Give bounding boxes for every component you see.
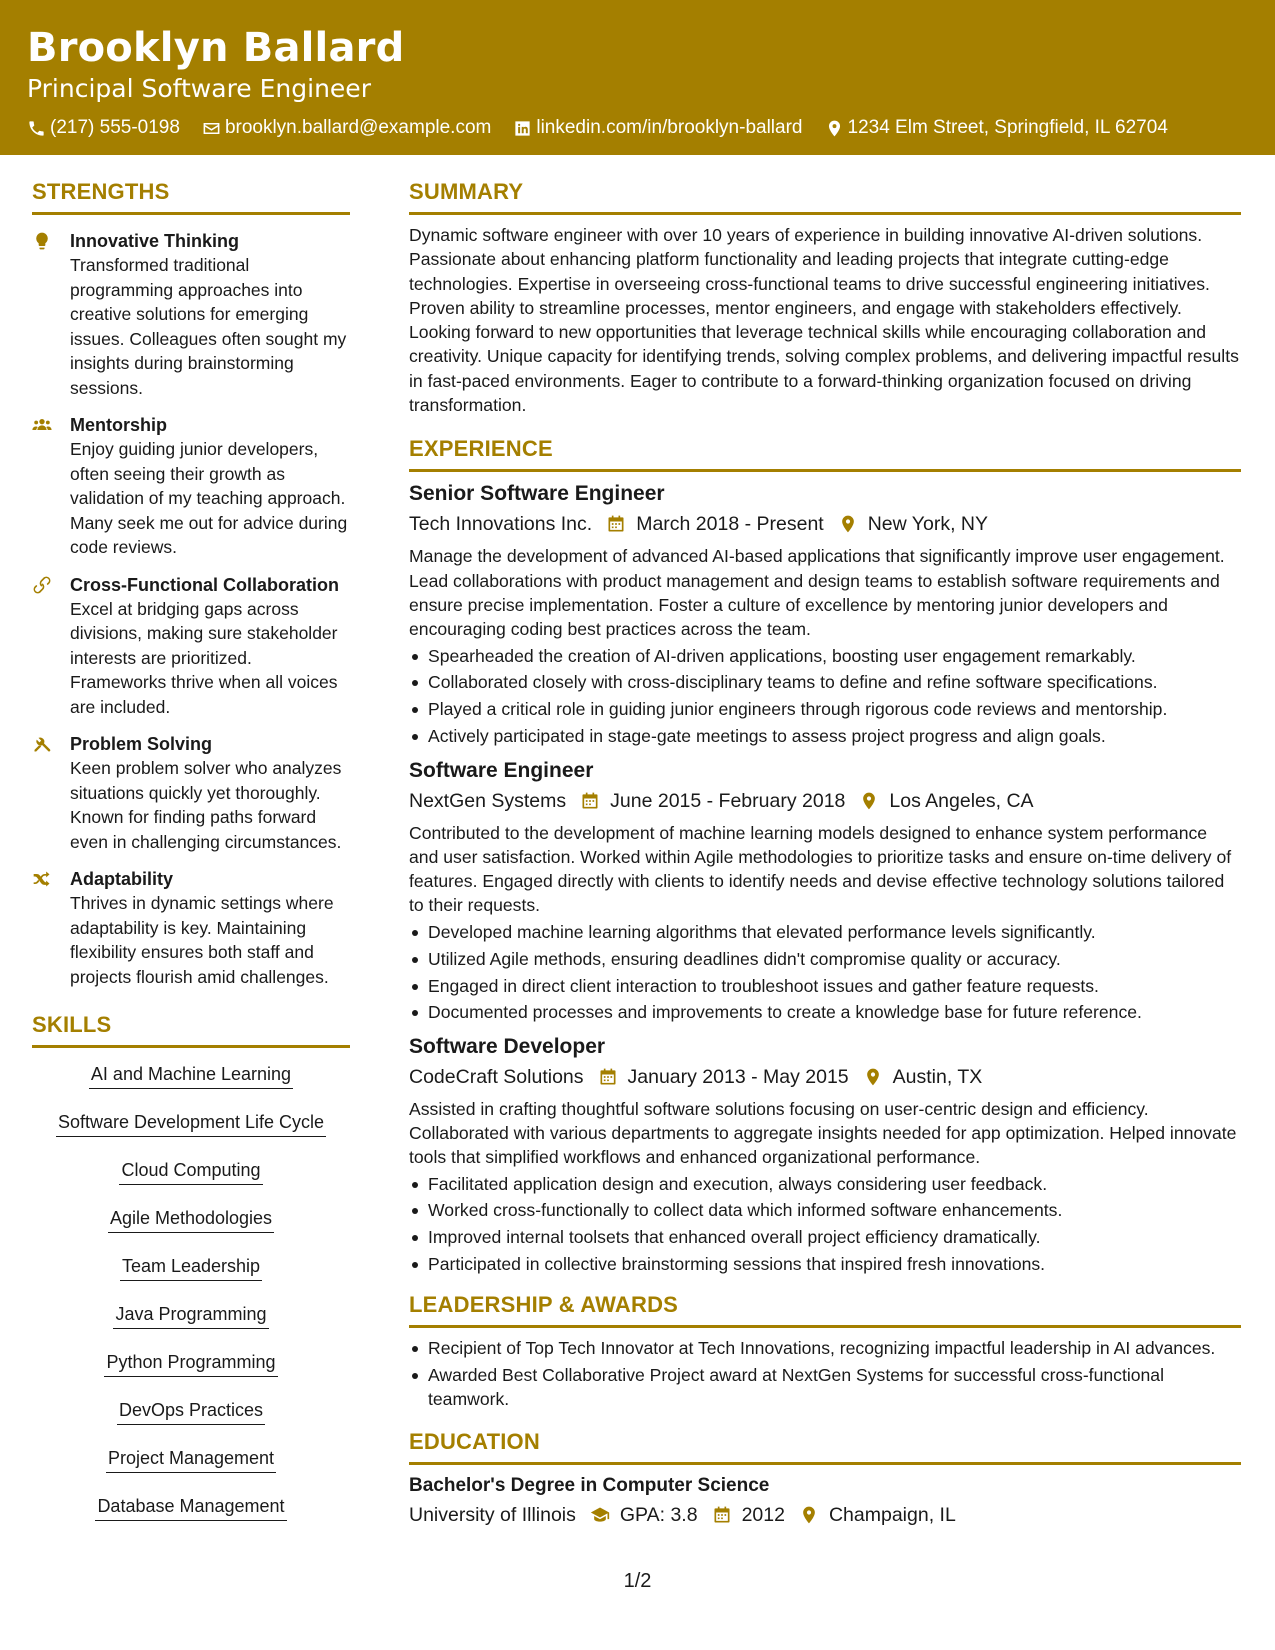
contact-bar <box>27 115 1248 141</box>
address-text: 1234 Elm Street, Springfield, IL 62704 <box>847 117 1168 138</box>
job-entry <box>409 480 1241 748</box>
lightbulb-icon <box>32 231 52 251</box>
graduation-cap-icon <box>590 1505 610 1525</box>
skill-item: Java Programming <box>32 1302 350 1329</box>
job-description: Contributed to the development of machine learning models designed to enhance system performance and user satisfaction. Worked within Agile methodologies to prioritize tasks and ensure on-time delivery of features. Engaged directly with clients to identify needs and devise effective technology solutions tailored to their requests. <box>409 822 1232 916</box>
envelope-icon <box>202 119 221 138</box>
skill-item: Python Programming <box>32 1350 350 1377</box>
strength-item <box>32 732 350 854</box>
contact-email[interactable] <box>202 115 491 141</box>
job-meta <box>409 510 1241 538</box>
job-bullet: Actively participated in stage-gate meetings to assess project progress and align goals. <box>409 724 1241 748</box>
shuffle-icon <box>32 869 52 889</box>
job-location: Austin, TX <box>892 1065 983 1088</box>
strengths-heading: STRENGTHS <box>32 178 350 215</box>
map-pin-icon <box>859 791 879 811</box>
company-name: Tech Innovations Inc. <box>409 513 593 536</box>
strength-description: Enjoy guiding junior developers, often seeing their growth as validation of my teaching approach. Many seek me out for advice during code reviews. <box>70 439 348 557</box>
map-pin-icon <box>825 119 844 138</box>
award-item: Recipient of Top Tech Innovator at Tech Innovations, recognizing impactful leadership in AI advances. <box>409 1336 1241 1360</box>
phone-icon <box>27 119 46 138</box>
strength-item <box>32 413 350 560</box>
job-bullet: Worked cross-functionally to collect data which informed software enhancements. <box>409 1198 1241 1222</box>
candidate-title: Principal Software Engineer <box>27 74 371 103</box>
strength-description: Keen problem solver who analyzes situations quickly yet thoroughly. Known for finding paths forward even in challenging circumstances. <box>70 758 342 852</box>
skill-item: AI and Machine Learning <box>32 1062 350 1089</box>
strength-name: Innovative Thinking <box>70 231 240 251</box>
users-icon <box>32 415 52 435</box>
job-dates: June 2015 - February 2018 <box>610 789 846 812</box>
job-title: Senior Software Engineer <box>409 482 665 506</box>
school-name: University of Illinois <box>409 1504 576 1527</box>
strength-description: Excel at bridging gaps across divisions, making sure stakeholder interests are prioritized. Frameworks thrive when all voices are included. <box>70 598 338 717</box>
job-meta <box>409 787 1241 815</box>
strength-item <box>32 573 350 720</box>
calendar-icon <box>606 514 626 534</box>
education-meta <box>409 1501 1241 1529</box>
awards-list <box>409 1336 1241 1411</box>
company-name: CodeCraft Solutions <box>409 1065 584 1088</box>
experience-heading: EXPERIENCE <box>409 435 1241 472</box>
email-text: brooklyn.ballard@example.com <box>224 117 492 138</box>
resume-header <box>0 0 1275 155</box>
phone-text: (217) 555-0198 <box>50 117 180 138</box>
skill-item: Project Management <box>32 1446 350 1473</box>
job-dates: March 2018 - Present <box>636 513 824 536</box>
contact-linkedin[interactable] <box>513 115 802 141</box>
strength-item <box>32 867 350 989</box>
job-dates: January 2013 - May 2015 <box>627 1065 849 1088</box>
job-location: Los Angeles, CA <box>889 789 1034 812</box>
job-bullet: Engaged in direct client interaction to troubleshoot issues and gather feature requests. <box>409 974 1241 998</box>
job-bullet: Improved internal toolsets that enhanced overall project efficiency dramatically. <box>409 1225 1241 1249</box>
left-column <box>32 178 350 1542</box>
candidate-name: Brooklyn Ballard <box>27 25 405 71</box>
job-title: Software Engineer <box>409 758 594 782</box>
tools-icon <box>32 734 52 754</box>
job-bullet: Played a critical role in guiding junior engineers through rigorous code reviews and mentorship. <box>409 697 1241 721</box>
map-pin-icon <box>838 514 858 534</box>
job-bullet: Documented processes and improvements to create a knowledge base for future reference. <box>409 1000 1241 1024</box>
calendar-icon <box>580 791 600 811</box>
contact-address <box>825 115 1168 141</box>
job-bullets <box>409 1172 1241 1277</box>
page-number: 1/2 <box>623 1570 652 1592</box>
strength-item <box>32 229 350 400</box>
strength-description: Transformed traditional programming approaches into creative solutions for emerging issues. Colleagues often sought my insights during brainstorming sessions. <box>70 255 347 398</box>
job-bullet: Facilitated application design and execution, always considering user feedback. <box>409 1172 1241 1196</box>
strength-name: Problem Solving <box>70 734 213 754</box>
job-bullet: Collaborated closely with cross-disciplinary teams to define and refine software specifications. <box>409 670 1241 694</box>
job-description: Assisted in crafting thoughtful software solutions focusing on user-centric design and efficiency. Collaborated with various departments to aggregate insights needed for app optimization. Helped innovate tools that simplified workflows and enhanced organizational performance. <box>409 1098 1237 1168</box>
education-location: Champaign, IL <box>828 1504 956 1527</box>
strength-name: Cross-Functional Collaboration <box>70 574 340 595</box>
strength-description: Thrives in dynamic settings where adaptability is key. Maintaining flexibility ensures both staff and projects flourish amid challenges. <box>70 893 334 987</box>
skill-item: Cloud Computing <box>32 1158 350 1185</box>
strength-name: Mentorship <box>70 415 167 435</box>
job-bullets <box>409 644 1241 749</box>
degree-name: Bachelor's Degree in Computer Science <box>409 1475 770 1497</box>
map-pin-icon <box>799 1505 819 1525</box>
company-name: NextGen Systems <box>409 789 567 812</box>
education-heading: EDUCATION <box>409 1428 1241 1465</box>
summary-heading: SUMMARY <box>409 178 1241 215</box>
contact-phone[interactable] <box>27 115 180 141</box>
right-column <box>409 178 1241 1535</box>
job-bullets <box>409 920 1241 1025</box>
job-entry <box>409 1033 1241 1277</box>
job-bullet: Spearheaded the creation of AI-driven applications, boosting user engagement remarkably. <box>409 644 1241 668</box>
skill-item: DevOps Practices <box>32 1398 350 1425</box>
job-description: Manage the development of advanced AI-based applications that significantly improve user engagement. Lead collaborations with product management and design teams to establish software requirements and ensure precise implementation. Foster a culture of excellence by mentoring junior developers and encouraging coding best practices across the team. <box>409 546 1225 640</box>
summary-text: Dynamic software engineer with over 10 years of experience in building innovative AI-driven solutions. Passionate about enhancing platform functionality and leading projects that integrate cutting-edge technologies. Expertise in overseeing cross-functional teams to drive successful engineering initiatives. Proven ability to streamline processes, mentor engineers, and engage with stakeholders effectively. Looking forward to new opportunities that leverage technical skills while encouraging collaboration and creativity. Unique capacity for identifying trends, solving complex problems, and delivering impactful results in fast-paced environments. Eager to contribute to a forward-thinking organization focused on driving transformation. <box>409 225 1239 416</box>
strength-name: Adaptability <box>70 869 174 889</box>
job-bullet: Developed machine learning algorithms that elevated performance levels significantly. <box>409 920 1241 944</box>
skill-item: Agile Methodologies <box>32 1206 350 1233</box>
job-location: New York, NY <box>867 513 989 536</box>
job-bullet: Utilized Agile methods, ensuring deadlines didn't compromise quality or accuracy. <box>409 947 1241 971</box>
calendar-icon <box>598 1067 618 1087</box>
link-icon <box>32 575 52 595</box>
skill-item: Software Development Life Cycle <box>32 1110 350 1137</box>
calendar-icon <box>712 1505 732 1525</box>
linkedin-icon <box>513 119 532 138</box>
gpa-text: GPA: 3.8 <box>619 1504 698 1527</box>
job-bullet: Participated in collective brainstorming sessions that inspired fresh innovations. <box>409 1252 1241 1276</box>
skills-list <box>32 1062 350 1521</box>
skill-item: Team Leadership <box>32 1254 350 1281</box>
skill-item: Database Management <box>32 1494 350 1521</box>
job-title: Software Developer <box>409 1034 606 1058</box>
award-item: Awarded Best Collaborative Project award at NextGen Systems for successful cross-functional teamwork. <box>409 1363 1241 1412</box>
awards-heading: LEADERSHIP & AWARDS <box>409 1291 1241 1328</box>
skills-heading: SKILLS <box>32 1011 350 1048</box>
job-entry <box>409 757 1241 1025</box>
graduation-year: 2012 <box>741 1504 785 1527</box>
linkedin-text: linkedin.com/in/brooklyn-ballard <box>536 117 803 138</box>
job-meta <box>409 1063 1241 1091</box>
map-pin-icon <box>863 1067 883 1087</box>
